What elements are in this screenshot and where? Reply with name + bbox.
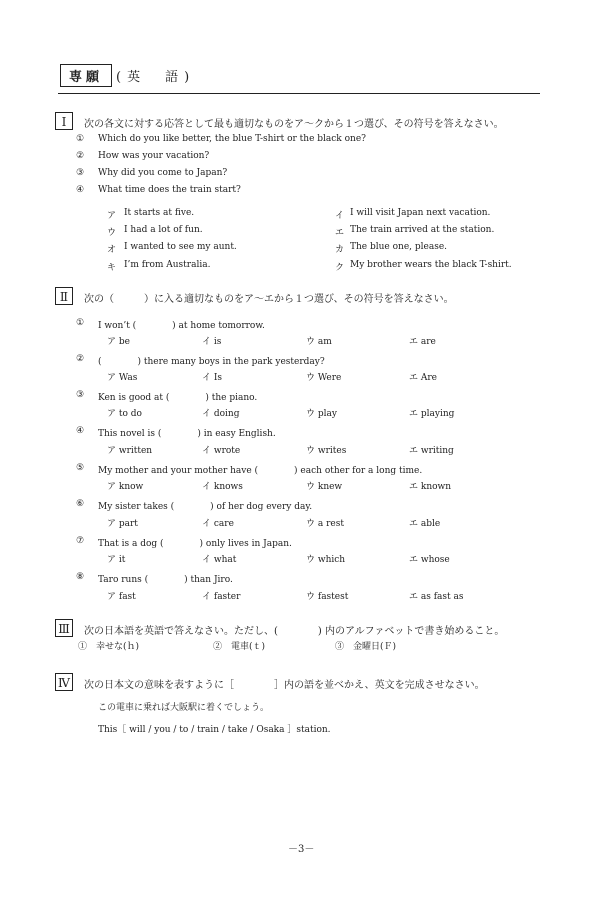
s1-answer-text: The train arrived at the station. (350, 225, 495, 235)
s1-answer-text: I wanted to see my aunt. (124, 242, 237, 252)
page-header (60, 64, 195, 87)
s1-answer-key: エ (335, 228, 345, 238)
s2-q2-option-b: イ Is (202, 373, 223, 383)
s2-q4-option-c: ウ writes (306, 446, 347, 456)
s2-q8-option-b: イ faster (202, 592, 241, 602)
s2-q6-option-d: エ able (409, 519, 441, 529)
s2-q1-option-b: イ is (202, 337, 222, 347)
s2-q2-option-d: エ Are (409, 373, 437, 383)
header-title: 専願 (60, 64, 112, 87)
s2-q3-text: Ken is good at ( ) the piano. (98, 393, 258, 403)
s1-q4-number: ④ (76, 185, 85, 195)
s1-answer-text: I’m from Australia. (124, 260, 211, 270)
s1-answer-text: My brother wears the black T-shirt. (350, 260, 512, 270)
s1-answer-key: ウ (107, 228, 117, 238)
s1-answer-text: The blue one, please. (350, 242, 448, 252)
section-4-label: Ⅳ (55, 673, 73, 691)
s2-q5-option-b: イ knows (202, 482, 243, 492)
section-1-instruction: 次の各文に対する応答として最も適切なものをア〜クから１つ選び、その符号を答えなさい。 (84, 119, 504, 130)
section-2-label: Ⅱ (55, 287, 73, 305)
section-1-label: Ⅰ (55, 112, 73, 130)
s2-q4-option-a: ア written (107, 446, 153, 456)
s1-q4-text: What time does the train start? (98, 185, 241, 195)
s2-q3-option-c: ウ play (306, 409, 337, 419)
header-rule (58, 93, 540, 94)
s2-q4-option-b: イ wrote (202, 446, 241, 456)
s1-answer-text: It starts at five. (124, 208, 195, 218)
s2-q2-option-a: ア Was (107, 373, 138, 383)
s2-q2-number: ② (76, 354, 85, 364)
s2-q1-text: I won’t ( ) at home tomorrow. (98, 321, 265, 331)
s2-q5-option-a: ア know (107, 482, 144, 492)
s3-item-3: ③ 金曜日(Ｆ) (335, 642, 397, 652)
s2-q8-number: ⑧ (76, 572, 85, 582)
s2-q3-option-a: ア to do (107, 409, 142, 419)
s3-item-2: ② 電車(ｔ) (213, 642, 266, 652)
s2-q1-option-a: ア be (107, 337, 130, 347)
s2-q7-option-b: イ what (202, 555, 237, 565)
s1-q3-number: ③ (76, 168, 85, 178)
s4-japanese-sentence: この電車に乗れば大阪駅に着くでしょう。 (98, 703, 270, 713)
s3-item-1: ① 幸せな(ｈ) (78, 642, 140, 652)
s1-answer-key: カ (335, 245, 345, 255)
s2-q6-text: My sister takes ( ) of her dog every day. (98, 502, 313, 512)
section-3-label: Ⅲ (55, 619, 73, 637)
page-number: －3－ (288, 844, 315, 855)
header-subject: (英 語) (116, 70, 196, 85)
s1-answer-text: I had a lot of fun. (124, 225, 203, 235)
s1-answer-key: オ (107, 245, 117, 255)
section-2-instruction: 次の（ ）に入る適切なものをア〜エから１つ選び、その符号を答えなさい。 (84, 294, 454, 305)
s2-q3-option-b: イ doing (202, 409, 240, 419)
s2-q4-number: ④ (76, 426, 85, 436)
s2-q3-number: ③ (76, 390, 85, 400)
s2-q7-text: That is a dog ( ) only lives in Japan. (98, 539, 292, 549)
s2-q7-option-d: エ whose (409, 555, 450, 565)
s2-q1-number: ① (76, 318, 85, 328)
s1-q2-number: ② (76, 151, 85, 161)
s1-q1-text: Which do you like better, the blue T-shirt or the black one? (98, 134, 366, 144)
s2-q1-option-d: エ are (409, 337, 436, 347)
s2-q8-text: Taro runs ( ) than Jiro. (98, 575, 233, 585)
s2-q8-option-c: ウ fastest (306, 592, 349, 602)
s2-q4-option-d: エ writing (409, 446, 454, 456)
s1-q1-number: ① (76, 134, 85, 144)
s1-answer-key: ア (107, 211, 117, 221)
s2-q5-number: ⑤ (76, 463, 85, 473)
s1-q2-text: How was your vacation? (98, 151, 210, 161)
s1-answer-key: キ (107, 263, 117, 273)
s2-q8-option-a: ア fast (107, 592, 136, 602)
s1-answer-key: イ (335, 211, 345, 221)
s2-q7-option-a: ア it (107, 555, 126, 565)
section-3-instruction: 次の日本語を英語で答えなさい。ただし、( ) 内のアルファベットで書き始めること。 (84, 626, 505, 637)
s1-answer-key: ク (335, 263, 345, 273)
s2-q6-option-a: ア part (107, 519, 138, 529)
s2-q7-number: ⑦ (76, 536, 85, 546)
section-4-instruction: 次の日本文の意味を表すように［ ］内の語を並べかえ、英文を完成させなさい。 (84, 680, 485, 691)
s2-q6-option-b: イ care (202, 519, 234, 529)
s2-q4-text: This novel is ( ) in easy English. (98, 429, 276, 439)
s2-q6-number: ⑥ (76, 499, 85, 509)
s2-q2-option-c: ウ Were (306, 373, 342, 383)
s1-answer-text: I will visit Japan next vacation. (350, 208, 491, 218)
s2-q3-option-d: エ playing (409, 409, 455, 419)
s2-q5-text: My mother and your mother have ( ) each other for a long time. (98, 466, 423, 476)
s2-q5-option-c: ウ knew (306, 482, 343, 492)
s2-q2-text: ( ) there many boys in the park yesterday? (98, 357, 325, 367)
s2-q5-option-d: エ known (409, 482, 452, 492)
s2-q1-option-c: ウ am (306, 337, 332, 347)
s2-q8-option-d: エ as fast as (409, 592, 464, 602)
s1-q3-text: Why did you come to Japan? (98, 168, 228, 178)
s2-q6-option-c: ウ a rest (306, 519, 344, 529)
s2-q7-option-c: ウ which (306, 555, 346, 565)
s4-english-sentence: This［ will / you / to / train / take / Osaka ］station. (98, 725, 331, 735)
